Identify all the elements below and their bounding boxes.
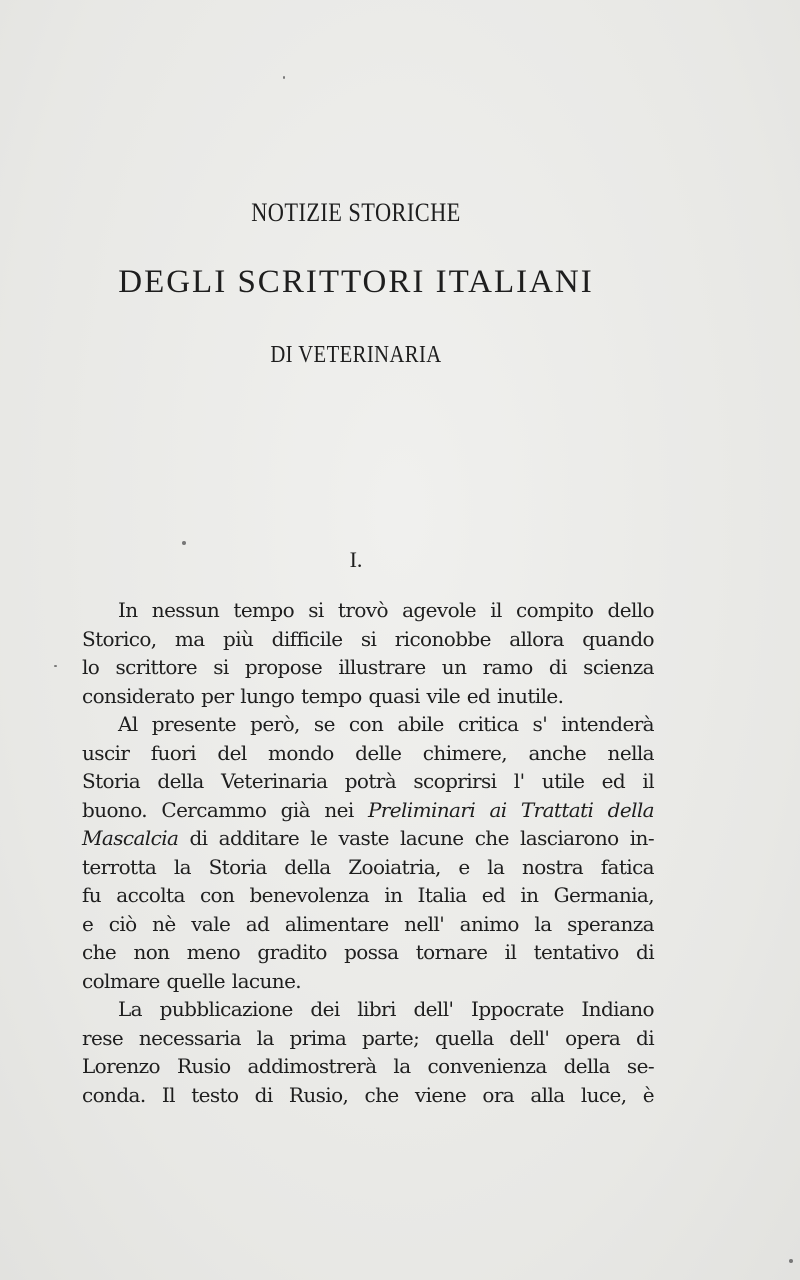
text-fragment: di additare le vaste lacune che lasciarono in-: [178, 826, 654, 850]
section-number: I.: [349, 547, 363, 572]
paper-speck: [182, 541, 186, 545]
text-line: terrotta la Storia della Zooiatria, e la nostra fatica: [82, 854, 654, 879]
text-line: Al presente però, se con abile critica s' intenderà: [118, 712, 654, 736]
heading-top: NOTIZIE STORICHE: [251, 198, 461, 227]
text-line: uscir fuori del mondo delle chimere, anche nella: [82, 740, 654, 765]
text-line: considerato per lungo tempo quasi vile ed inutile.: [82, 683, 564, 708]
paper-speck: [283, 76, 285, 79]
text-line: che non meno gradito possa tornare il tentativo di: [82, 940, 654, 964]
italic-title: Preliminari ai Trattati della: [367, 797, 655, 822]
text-line: lo scrittore si propose illustrare un ramo di scienza: [82, 655, 654, 679]
text-line: Storico, ma più difficile si riconobbe allora quando: [82, 626, 654, 651]
paper-speck: [789, 1259, 793, 1263]
text-line: Lorenzo Rusio addimostrerà la convenienza della se-: [82, 1054, 654, 1078]
text-line: fu accolta con benevolenza in Italia ed in Germania,: [82, 883, 654, 907]
italic-title: Mascalcia: [82, 826, 179, 850]
text-line: rese necessaria la prima parte; quella dell' opera di: [82, 1025, 654, 1050]
text-line: e ciò nè vale ad alimentare nell' animo la speranza: [82, 911, 654, 936]
text-fragment: buono. Cercammo già nei: [82, 797, 368, 822]
text-line: In nessun tempo si trovò agevole il compito dello: [118, 598, 654, 622]
body-text: [82, 596, 654, 1109]
heading-sub: DI VETERINARIA: [270, 342, 442, 368]
paper-speck: [54, 665, 57, 667]
text-line: colmare quelle lacune.: [82, 968, 302, 993]
heading-main: DEGLI SCRITTORI ITALIANI: [118, 264, 594, 300]
text-line: La pubblicazione dei libri dell' Ippocrate Indiano: [118, 997, 654, 1021]
text-line: [82, 824, 654, 853]
text-line: Storia della Veterinaria potrà scoprirsi l' utile ed il: [82, 769, 654, 793]
text-line: [82, 796, 654, 825]
text-line: conda. Il testo di Rusio, che viene ora alla luce, è: [82, 1082, 654, 1107]
